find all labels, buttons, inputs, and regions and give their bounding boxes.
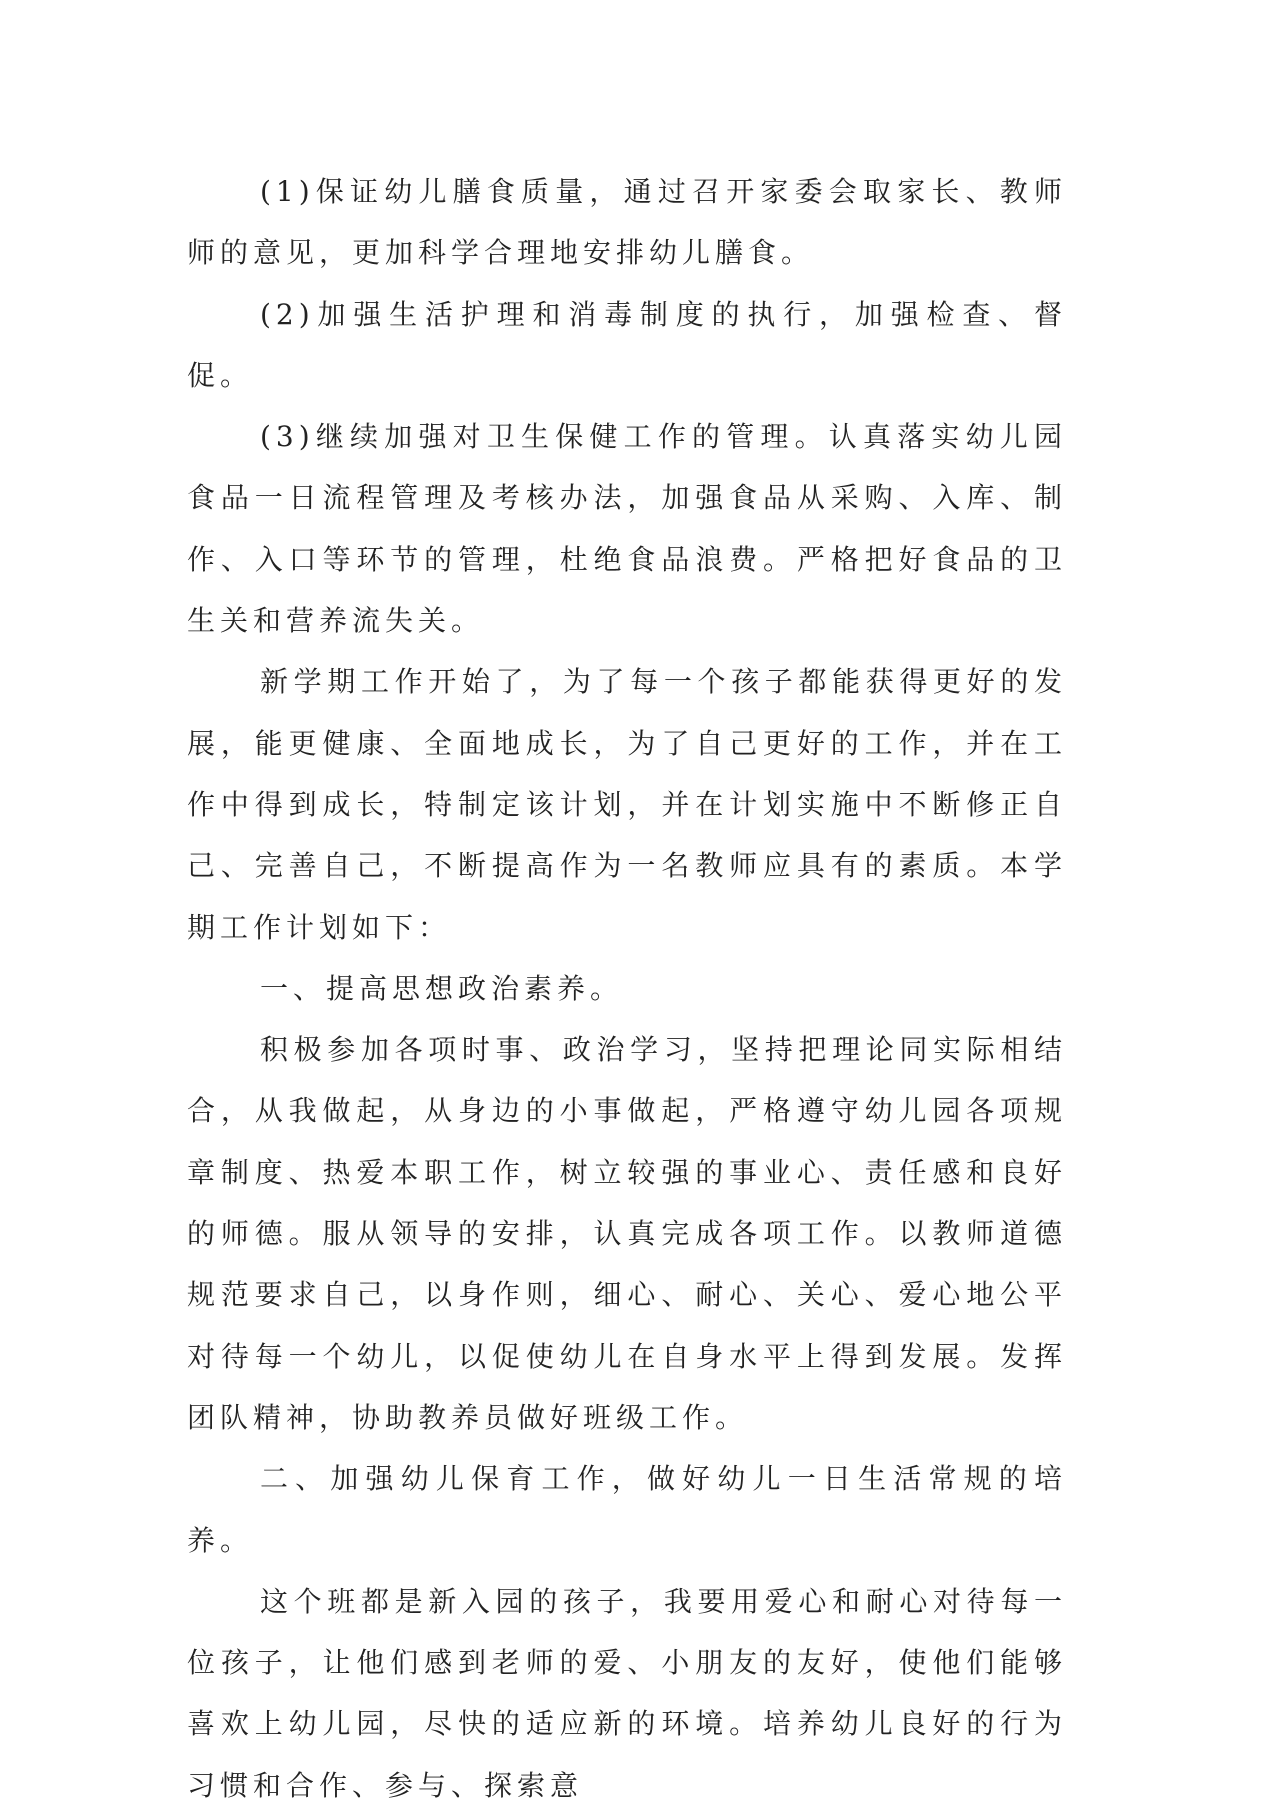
paragraph-nutrition: (1)保证幼儿膳食质量，通过召开家委会取家长、教师师的意见，更加科学合理地安排幼儿膳食。 [187,175,1067,270]
paragraph-introduction: 新学期工作开始了，为了每一个孩子都能获得更好的发展，能更健康、全面地成长，为了自己更好的工作，并在工作中得到成长，特制定该计划，并在计划实施中不断修正自己、完善自己，不断提高作为一名教师应具有的素质。本学期工作计划如下： [187,665,1067,944]
paragraph-new-class: 这个班都是新入园的孩子，我要用爱心和耐心对待每一位孩子，让他们感到老师的爱、小朋友的友好，使他们能够喜欢上幼儿园，尽快的适应新的环境。培养幼儿良好的行为习惯和合作、参与、探索意 [187,1584,1067,1802]
paragraph-hygiene: (2)加强生活护理和消毒制度的执行，加强检查、督促。 [187,297,1067,392]
paragraph-political-study: 积极参加各项时事、政治学习，坚持把理论同实际相结合，从我做起，从身边的小事做起，严格遵守幼儿园各项规章制度、热爱本职工作，树立较强的事业心、责任感和良好的师德。服从领导的安排，认真完成各项工作。以教师道德规范要求自己，以身作则，细心、耐心、关心、爱心地公平对待每一个幼儿，以促使幼儿在自身水平上得到发展。发挥团队精神，协助教养员做好班级工作。 [187,1033,1067,1434]
section-heading-2: 二、加强幼儿保育工作，做好幼儿一日生活常规的培养。 [187,1462,1067,1557]
section-heading-1: 一、提高思想政治素养。 [260,971,624,1005]
document-body [187,161,1067,1816]
paragraph-health-management: (3)继续加强对卫生保健工作的管理。认真落实幼儿园食品一日流程管理及考核办法，加强食品从采购、入库、制作、入口等环节的管理，杜绝食品浪费。严格把好食品的卫生关和营养流失关。 [187,420,1067,638]
